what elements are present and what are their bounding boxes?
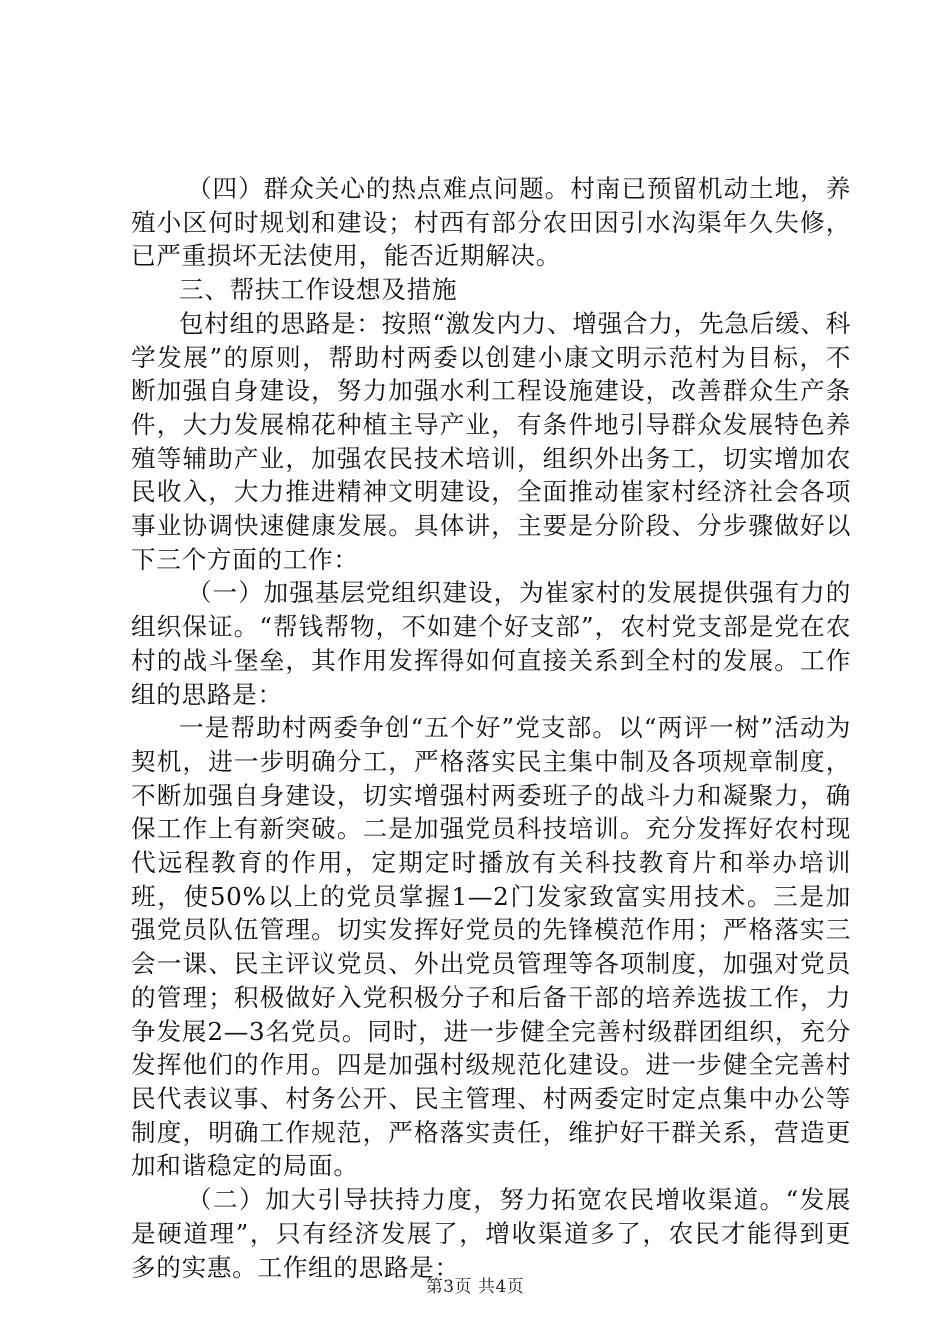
paragraph-income-channels: （二）加大引导扶持力度，努力拓宽农民增收渠道。“发展是硬道理”，只有经济发展了，增收渠道多了，农民才能得到更多的实惠。工作组的思路是： [131, 1185, 851, 1282]
paragraph-group-approach: 包村组的思路是：按照“激发内力、增强合力，先急后缓、科学发展”的原则，帮助村两委以创建小康文明示范村为目标，不断加强自身建设，努力加强水利工程设施建设，改善群众生产条件，大力发展棉花种植主导产业，有条件地引导群众发展特色养殖等辅助产业，加强农民技术培训，组织外出务工，切实增加农民收入，大力推进精神文明建设，全面推动崔家村经济社会各项事业协调快速健康发展。具体讲，主要是分阶段、分步骤做好以下三个方面的工作： [131, 308, 851, 574]
section-heading-assistance-measures: 三、帮扶工作设想及措施 [179, 275, 458, 305]
paragraph-party-organization: （一）加强基层党组织建设，为崔家村的发展提供强有力的组织保证。“帮钱帮物，不如建个好支部”，农村党支部是党在农村的战斗堡垒，其作用发挥得如何直接关系到全村的发展。工作组的思路是： [131, 578, 851, 709]
document-body [131, 172, 851, 1284]
paragraph-hotspot-issues: （四）群众关心的热点难点问题。村南已预留机动土地，养殖小区何时规划和建设；村西有部分农田因引水沟渠年久失修，已严重损坏无法使用，能否近期解决。 [131, 174, 851, 271]
page-number-footer: 第3页 共4页 [425, 1277, 525, 1297]
paragraph-party-measures: 一是帮助村两委争创“五个好”党支部。以“两评一树”活动为契机，进一步明确分工，严格落实民主集中制及各项规章制度，不断加强自身建设，切实增强村两委班子的战斗力和凝聚力，确保工作上有新突破。二是加强党员科技培训。充分发挥好农村现代远程教育的作用，定期定时播放有关科技教育片和举办培训班，使50%以上的党员掌握1—2门发家致富实用技术。三是加强党员队伍管理。切实发挥好党员的先锋模范作用；严格落实三会一课、民主评议党员、外出党员管理等各项制度，加强对党员的管理；积极做好入党积极分子和后备干部的培养选拔工作，力争发展2—3名党员。同时，进一步健全完善村级群团组织，充分发挥他们的作用。四是加强村级规范化建设。进一步健全完善村民代表议事、村务公开、民主管理、村两委定时定点集中办公等制度，明确工作规范，严格落实责任，维护好干群关系，营造更加和谐稳定的局面。 [131, 713, 851, 1181]
